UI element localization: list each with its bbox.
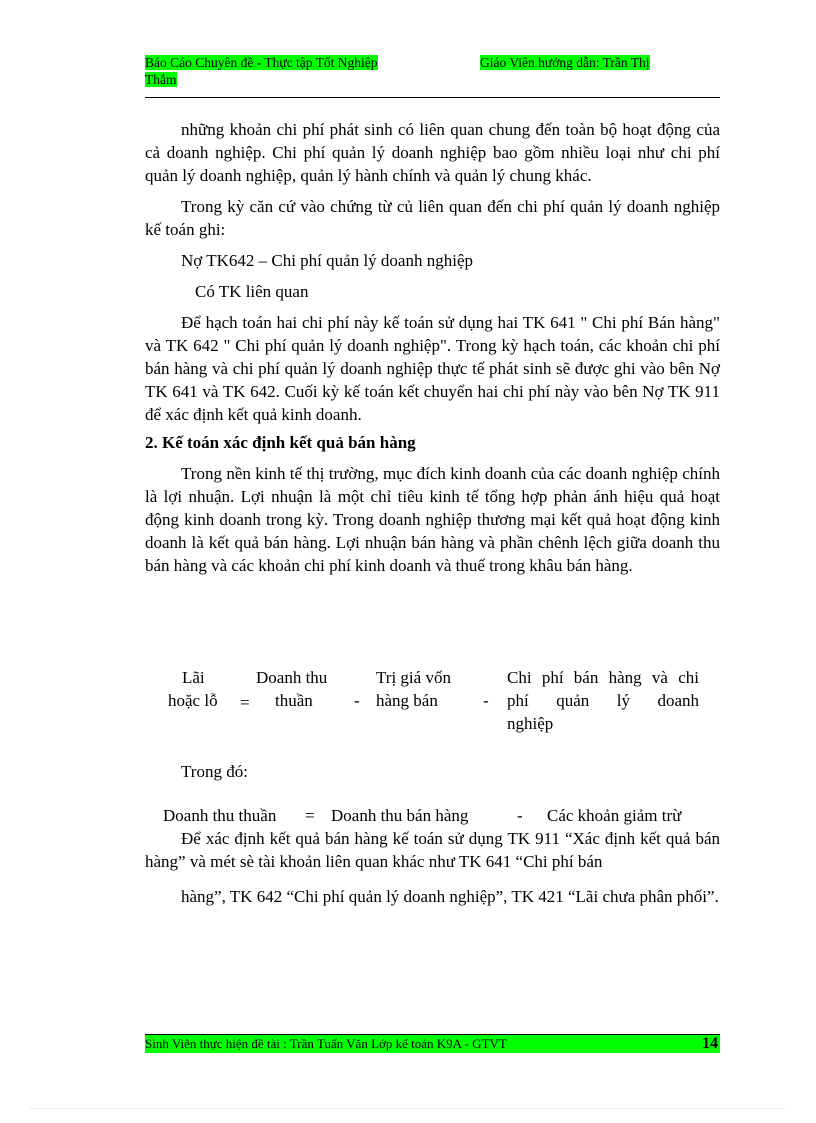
bottom-dotted-line <box>30 1108 786 1109</box>
paragraph-5: Để hạch toán hai chi phí này kế toán sử dụng hai TK 641 " Chi phí Bán hàng" và TK 642 " Chi phí quản lý doanh nghiệp". Trong kỳ hạch toán, các khoản chi phí bán hàng và chi phí quản lý doanh nghiệp thực tế phát sinh sẽ được ghi vào bên Nợ TK 641 và TK 642. Cuối kỳ kế toán kết chuyển hai chi phí này vào bên Nợ TK 911 để xác định kết quả kinh doanh. <box>145 313 720 424</box>
footer-text: Sinh Viên thực hiện đề tài : Trần Tuấn Văn Lớp kế toán K9A - GTVT <box>145 1036 507 1051</box>
formula2-deductions: Các khoản giảm trừ <box>547 806 682 825</box>
formula2-lhs: Doanh thu thuần <box>163 806 277 825</box>
page-number: 14 <box>702 1035 718 1052</box>
formula-equals: = <box>240 693 250 712</box>
formula-chi-phi-1: Chi phí bán hàng và chi <box>507 668 699 687</box>
formula2-revenue: Doanh thu bán hàng <box>331 806 469 825</box>
formula-doanh-thu: Doanh thu <box>256 668 328 687</box>
credit-entry: Có TK liên quan <box>195 282 309 301</box>
formula-minus-1: - <box>354 691 360 710</box>
formula-hoac-lo: hoặc lỗ <box>168 691 218 710</box>
formula-thuan: thuần <box>275 691 313 710</box>
body-text <box>145 118 720 577</box>
page-header <box>145 54 720 88</box>
formula-lai: Lãi <box>182 668 205 687</box>
paragraph-8: hàng”, TK 642 “Chi phí quản lý doanh nghiệp”, TK 421 “Lãi chưa phân phối”. <box>181 887 719 906</box>
trong-do-label: Trong đó: <box>181 762 248 781</box>
formula-tri-gia-von: Trị giá vốn <box>376 668 451 687</box>
formula2-minus: - <box>517 806 523 825</box>
profit-formula <box>145 666 720 741</box>
page-footer <box>145 1034 720 1053</box>
paragraph-2: Trong kỳ căn cứ vào chứng từ củ liên quan đến chi phí quản lý doanh nghiệp kế toán ghi: <box>145 197 720 239</box>
paragraph-6: Trong nền kinh tế thị trường, mục đích kinh doanh của các doanh nghiệp chính là lợi nhuận. Lợi nhuận là một chỉ tiêu kinh tế tổng hợp phản ánh hiệu quả hoạt động kinh doanh trong kỳ. Trong doanh nghiệp thương mại kết quả hoạt động kinh doanh là kết quả bán hàng. Lợi nhuận bán hàng và phần chênh lệch giữa doanh thu bán hàng và các khoản chi phí kinh doanh và thuế trong khâu bán hàng. <box>145 464 720 575</box>
debit-entry: Nợ TK642 – Chi phí quản lý doanh nghiệp <box>181 251 473 270</box>
closing-text <box>145 827 720 908</box>
header-rule <box>145 97 720 98</box>
formula-chi-phi-2: phí quản lý doanh <box>507 691 699 710</box>
formula-chi-phi-3: nghiệp <box>507 714 554 733</box>
formula2-equals: = <box>305 806 315 825</box>
section-heading: 2. Kế toán xác định kết quả bán hàng <box>145 433 416 452</box>
paragraph-1: những khoản chi phí phát sinh có liên quan chung đến toàn bộ hoạt động của cả doanh nghiệp. Chi phí quản lý doanh nghiệp bao gồm nhiều loại như chi phí quản lý doanh nghiệp, quản lý hành chính và quản lý chung khác. <box>145 120 720 185</box>
header-left-text: Báo Cáo Chuyên đề - Thực tập Tốt Nghiệp <box>145 55 378 70</box>
header-wrap-text: Thắm <box>145 72 177 87</box>
paragraph-7: Để xác định kết quả bán hàng kế toán sử dụng TK 911 “Xác định kết quả bán hàng” và mét sè tài khoản liên quan khác như TK 641 “Chi phí bán <box>145 829 720 871</box>
formula-hang-ban: hàng bán <box>376 691 438 710</box>
formula-minus-2: - <box>483 691 489 710</box>
header-right-text: Giáo Viên hướng dẫn: Trần Thị <box>480 55 650 70</box>
